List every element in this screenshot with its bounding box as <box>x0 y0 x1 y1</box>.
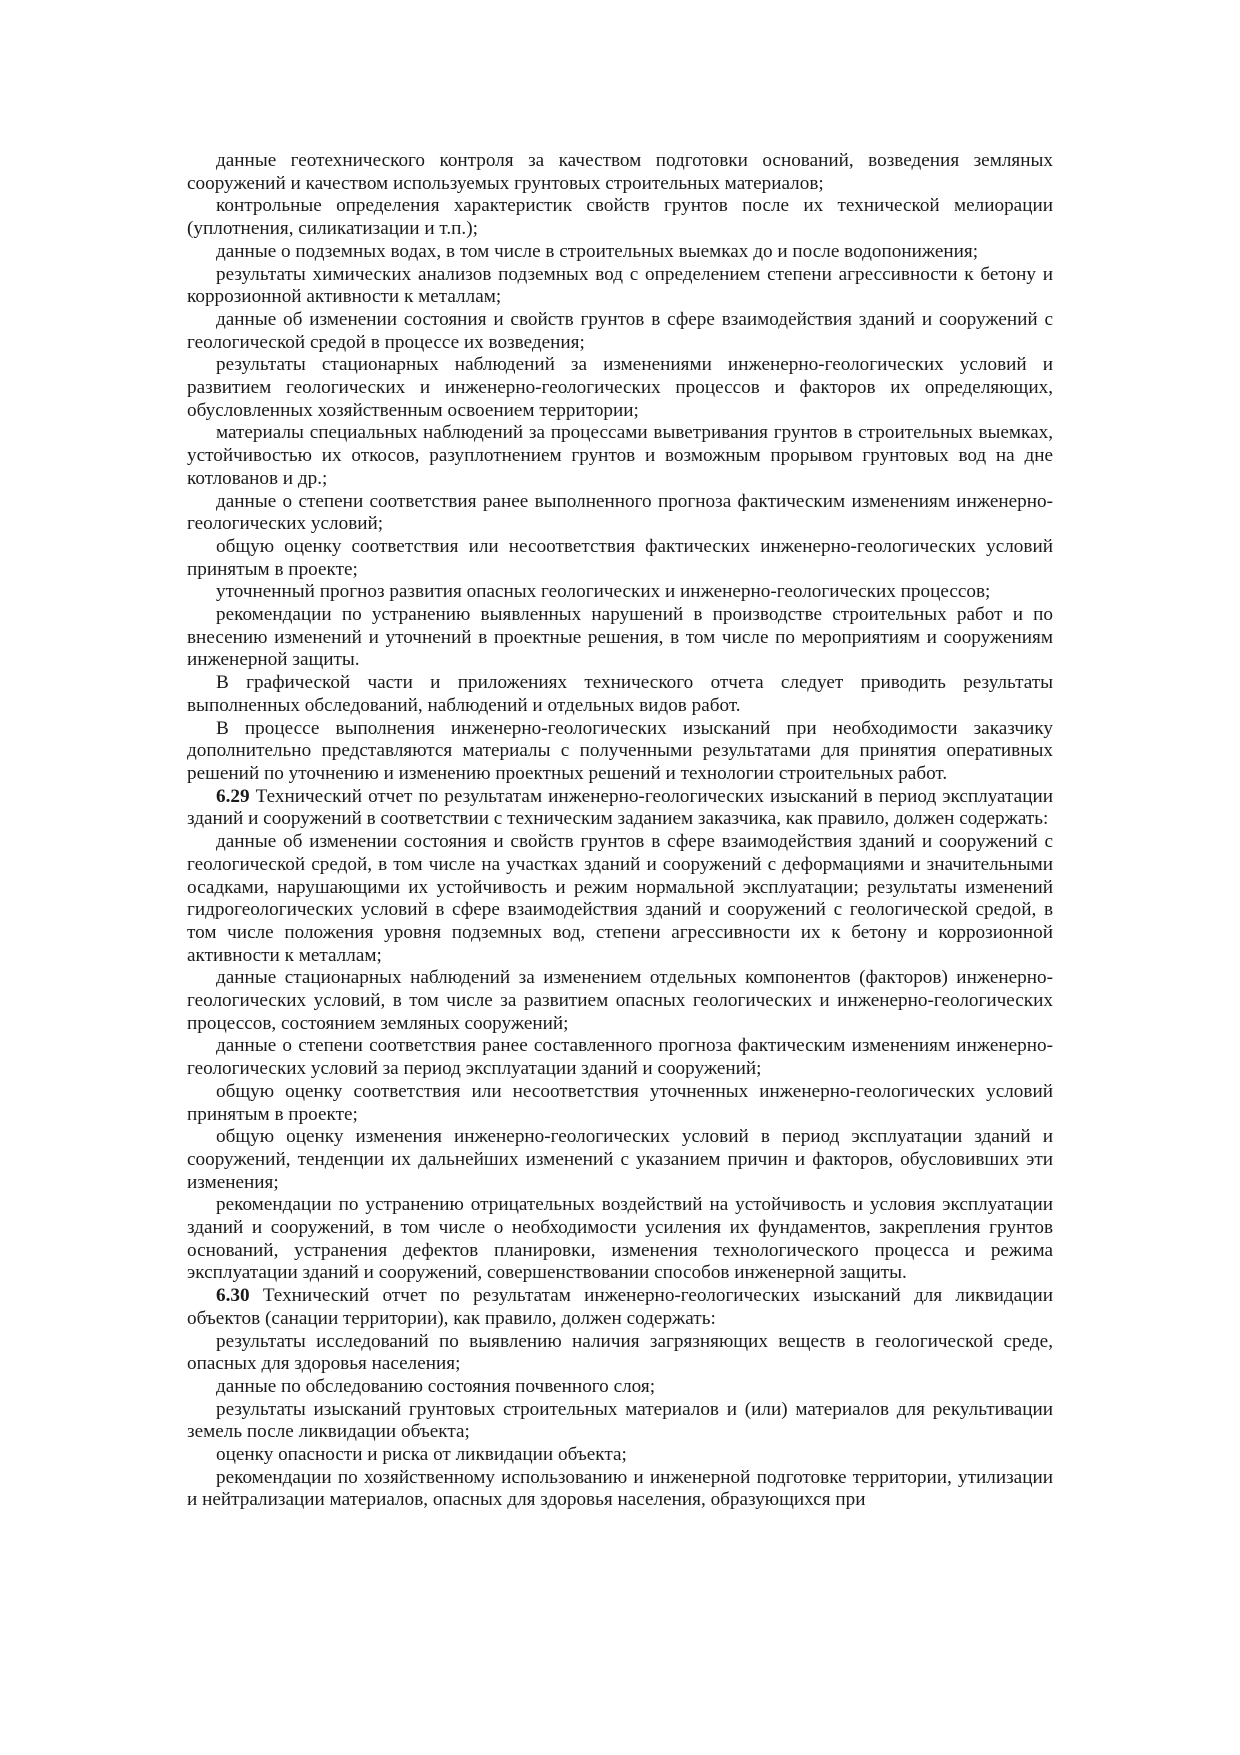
paragraph: материалы специальных наблюдений за процессами выветривания грунтов в строительных выемках, устойчивостью их откосов, разуплотнением грунтов и возможным прорывом грунтовых вод на дне котлованов и др.; <box>187 422 1053 489</box>
clause-number: 6.29 <box>216 785 250 807</box>
paragraph: рекомендации по устранению отрицательных воздействий на устойчивость и условия эксплуатации зданий и сооружений, в том числе о необходимости усиления их фундаментов, закрепления грунтов оснований, устранения дефектов планировки, изменения технологического процесса и режима эксплуатации зданий и сооружений, совершенствовании способов инженерной защиты. <box>187 1194 1053 1284</box>
paragraph: данные об изменении состояния и свойств грунтов в сфере взаимодействия зданий и сооружений с геологической средой в процессе их возведения; <box>187 308 1053 353</box>
clause-number: 6.30 <box>216 1285 250 1307</box>
paragraph: данные о подземных водах, в том числе в строительных выемках до и после водопонижения; <box>216 240 979 262</box>
paragraph: В графической части и приложениях технического отчета следует приводить результаты выполненных обследований, наблюдений и отдельных видов работ. <box>187 672 1053 716</box>
paragraph: оценку опасности и риска от ликвидации объекта; <box>216 1444 627 1466</box>
clause-text: Технический отчет по результатам инженерно-геологических изысканий для ликвидации объектов (санации территории), как правило, должен содержать: <box>187 1285 1053 1329</box>
paragraph: данные о степени соответствия ранее выполненного прогноза фактическим изменениям инженерно-геологических условий; <box>187 490 1053 535</box>
clause-text: Технический отчет по результатам инженерно-геологических изысканий в период эксплуатации зданий и сооружений в соответствии с техническим заданием заказчика, как правило, должен содержать: <box>187 785 1053 830</box>
paragraph: результаты исследований по выявлению наличия загрязняющих веществ в геологической среде, опасных для здоровья населения; <box>187 1330 1053 1375</box>
paragraph: данные по обследованию состояния почвенного слоя; <box>216 1375 656 1397</box>
clause-paragraph <box>187 786 1053 831</box>
paragraph: общую оценку соответствия или несоответствия уточненных инженерно-геологических условий принятым в проекте; <box>187 1080 1053 1125</box>
paragraph: В процессе выполнения инженерно-геологических изысканий при необходимости заказчику дополнительно представляются материалы с полученными результатами для принятия оперативных решений по уточнению и изменению проектных решений и технологии строительных работ. <box>187 717 1053 784</box>
paragraph: уточненный прогноз развития опасных геологических и инженерно-геологических процессов; <box>216 581 991 603</box>
paragraph: данные геотехнического контроля за качеством подготовки оснований, возведения земляных сооружений и качеством используемых грунтовых строительных материалов; <box>187 150 1053 194</box>
paragraph: рекомендации по хозяйственному использованию и инженерной подготовке территории, утилизации и нейтрализации материалов, опасных для здоровья населения, образующихся при <box>187 1466 1053 1511</box>
paragraph: общую оценку изменения инженерно-геологических условий в период эксплуатации зданий и сооружений, тенденции их дальнейших изменений с указанием причин и факторов, обусловивших эти изменения; <box>187 1126 1053 1193</box>
paragraph: результаты химических анализов подземных вод с определением степени агрессивности к бетону и коррозионной активности к металлам; <box>187 263 1053 308</box>
paragraph: данные стационарных наблюдений за изменением отдельных компонентов (факторов) инженерно-геологических условий, в том числе за развитием опасных геологических и инженерно-геологических процессов, состоянием земляных сооружений; <box>187 967 1053 1034</box>
paragraph: контрольные определения характеристик свойств грунтов после их технической мелиорации (уплотнения, силикатизации и т.п.); <box>187 195 1053 240</box>
clause-paragraph <box>187 1285 1053 1330</box>
paragraph: рекомендации по устранению выявленных нарушений в производстве строительных работ и по внесению изменений и уточнений в проектные решения, в том числе по мероприятиям и сооружениям инженерной защиты. <box>187 604 1053 671</box>
paragraph: общую оценку соответствия или несоответствия фактических инженерно-геологических условий принятым в проекте; <box>187 535 1053 580</box>
paragraph: данные об изменении состояния и свойств грунтов в сфере взаимодействия зданий и сооружений с геологической средой, в том числе на участках зданий и сооружений с деформациями и значительными осадками, нарушающими их устойчивость и режим нормальной эксплуатации; результаты изменений гидрогеологических условий в сфере взаимодействия зданий и сооружений с геологической средой, в том числе положения уровня подземных вод, степени агрессивности их к бетону и коррозионной активности к металлам; <box>187 831 1053 966</box>
document-page <box>187 150 1053 1512</box>
paragraph: данные о степени соответствия ранее составленного прогноза фактическим изменениям инженерно-геологических условий за период эксплуатации зданий и сооружений; <box>187 1035 1053 1080</box>
paragraph: результаты изысканий грунтовых строительных материалов и (или) материалов для рекультивации земель после ликвидации объекта; <box>187 1398 1053 1443</box>
paragraph: результаты стационарных наблюдений за изменениями инженерно-геологических условий и развитием геологических и инженерно-геологических процессов и факторов их определяющих, обусловленных хозяйственным освоением территории; <box>187 354 1053 421</box>
